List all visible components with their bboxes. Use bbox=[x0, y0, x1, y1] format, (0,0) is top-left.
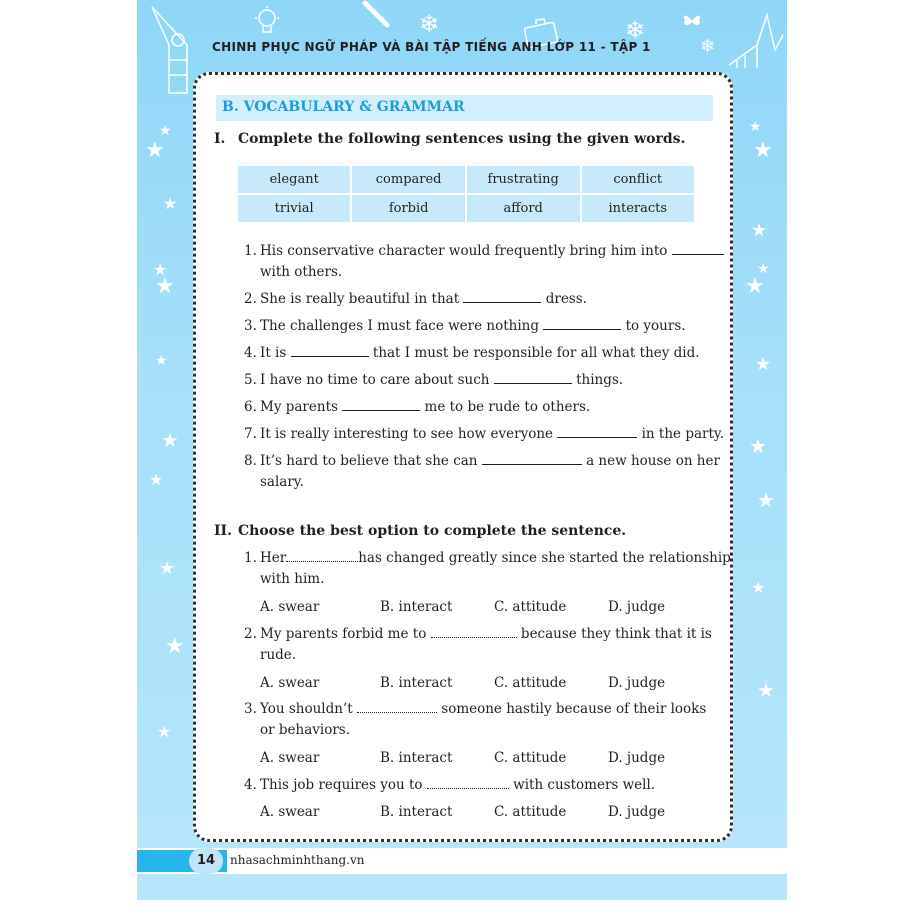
option-b[interactable]: B. interact bbox=[380, 599, 453, 615]
page-background bbox=[137, 0, 787, 900]
star-icon: ★ bbox=[751, 220, 768, 241]
exercise-1-title: I. Complete the following sentences using the given words. bbox=[214, 131, 686, 147]
star-icon: ★ bbox=[145, 138, 165, 163]
answer-blank[interactable] bbox=[342, 398, 420, 411]
word-cell: conflict bbox=[582, 166, 695, 193]
answer-blank[interactable] bbox=[427, 776, 509, 789]
page-footer bbox=[137, 848, 787, 874]
light-bulb-icon bbox=[252, 5, 282, 39]
option-a[interactable]: A. swear bbox=[260, 675, 320, 691]
question-4: 4. It is that I must be responsible for all what they did. bbox=[244, 345, 700, 361]
star-icon: ★ bbox=[149, 470, 164, 489]
star-icon: ★ bbox=[161, 428, 179, 452]
option-a[interactable]: A. swear bbox=[260, 750, 320, 766]
answer-blank[interactable] bbox=[431, 625, 517, 638]
answer-blank[interactable] bbox=[557, 425, 637, 438]
book-title: CHINH PHỤC NGỮ PHÁP VÀ BÀI TẬP TIẾNG ANH LỚP 11 - TẬP 1 bbox=[212, 40, 651, 54]
word-cell: frustrating bbox=[467, 166, 580, 193]
mcq-question-2: 2. My parents forbid me to because they think that it is rude. bbox=[244, 626, 712, 663]
option-c[interactable]: C. attitude bbox=[494, 599, 567, 615]
word-cell: trivial bbox=[238, 195, 350, 222]
star-icon: ★ bbox=[163, 194, 178, 213]
option-b[interactable]: B. interact bbox=[380, 675, 453, 691]
star-icon: ★ bbox=[157, 722, 172, 741]
option-a[interactable]: A. swear bbox=[260, 804, 320, 820]
option-d[interactable]: D. judge bbox=[608, 675, 666, 691]
word-cell: elegant bbox=[238, 166, 350, 193]
star-icon: ★ bbox=[753, 138, 773, 163]
snowflake-icon: ❄ bbox=[625, 16, 646, 44]
option-d[interactable]: D. judge bbox=[608, 599, 666, 615]
question-5: 5. I have no time to care about such things. bbox=[244, 372, 624, 388]
question-1: 1. His conservative character would frequently bring him into with others. bbox=[244, 241, 722, 283]
answer-blank[interactable] bbox=[543, 317, 621, 330]
mcq-question-3: 3. You shouldn’t someone hastily because of their looks or behaviors. bbox=[244, 701, 707, 738]
exercise-card bbox=[193, 72, 733, 842]
question-8: 8. It’s hard to believe that she can a new house on her salary. bbox=[244, 453, 720, 490]
answer-blank[interactable] bbox=[357, 700, 437, 713]
website-link[interactable]: nhasachminhthang.vn bbox=[230, 853, 365, 867]
answer-blank[interactable] bbox=[482, 452, 582, 465]
snowflake-icon: ❄ bbox=[700, 36, 716, 57]
section-header bbox=[216, 95, 713, 121]
star-icon: ★ bbox=[757, 261, 770, 277]
mcq-question-1: 1. Her has changed greatly since she started the relationship with him. bbox=[244, 550, 731, 587]
star-icon: ★ bbox=[749, 434, 767, 458]
star-icon: ★ bbox=[757, 488, 775, 512]
page-number: 14 bbox=[189, 848, 223, 874]
star-icon: ★ bbox=[153, 260, 168, 279]
word-cell: forbid bbox=[352, 195, 465, 222]
star-icon: ★ bbox=[159, 558, 176, 579]
word-row bbox=[238, 195, 694, 222]
star-icon: ★ bbox=[745, 274, 765, 299]
star-icon: ★ bbox=[749, 119, 762, 135]
question-7: 7. It is really interesting to see how everyone in the party. bbox=[244, 426, 725, 442]
option-c[interactable]: C. attitude bbox=[494, 675, 567, 691]
option-b[interactable]: B. interact bbox=[380, 804, 453, 820]
exercise-2-title: II. Choose the best option to complete the sentence. bbox=[214, 523, 627, 539]
answer-blank[interactable] bbox=[463, 290, 541, 303]
word-cell: afford bbox=[467, 195, 580, 222]
butterfly-icon bbox=[681, 10, 703, 32]
option-c[interactable]: C. attitude bbox=[494, 750, 567, 766]
star-icon: ★ bbox=[751, 578, 766, 597]
word-row bbox=[238, 166, 694, 193]
option-c[interactable]: C. attitude bbox=[494, 804, 567, 820]
option-d[interactable]: D. judge bbox=[608, 750, 666, 766]
option-d[interactable]: D. judge bbox=[608, 804, 666, 820]
tower-icon bbox=[727, 10, 785, 70]
star-icon: ★ bbox=[165, 634, 185, 659]
star-icon: ★ bbox=[159, 123, 172, 139]
answer-blank[interactable] bbox=[291, 344, 369, 357]
word-box bbox=[236, 164, 696, 224]
pencil-icon bbox=[362, 0, 392, 30]
star-icon: ★ bbox=[155, 353, 168, 369]
star-icon: ★ bbox=[755, 354, 772, 375]
question-6: 6. My parents me to be rude to others. bbox=[244, 399, 591, 415]
star-icon: ★ bbox=[155, 274, 175, 299]
answer-blank[interactable] bbox=[672, 242, 724, 255]
section-title: B. VOCABULARY & GRAMMAR bbox=[222, 99, 465, 115]
question-3: 3. The challenges I must face were nothing to yours. bbox=[244, 318, 686, 334]
question-2: 2. She is really beautiful in that dress. bbox=[244, 291, 587, 307]
option-a[interactable]: A. swear bbox=[260, 599, 320, 615]
word-cell: compared bbox=[352, 166, 465, 193]
mcq-question-4: 4. This job requires you to with customers well. bbox=[244, 777, 656, 793]
answer-blank[interactable] bbox=[494, 371, 572, 384]
answer-blank[interactable] bbox=[286, 549, 358, 562]
word-cell: interacts bbox=[582, 195, 695, 222]
star-icon: ★ bbox=[757, 678, 775, 702]
option-b[interactable]: B. interact bbox=[380, 750, 453, 766]
snowflake-icon: ❄ bbox=[419, 10, 440, 38]
